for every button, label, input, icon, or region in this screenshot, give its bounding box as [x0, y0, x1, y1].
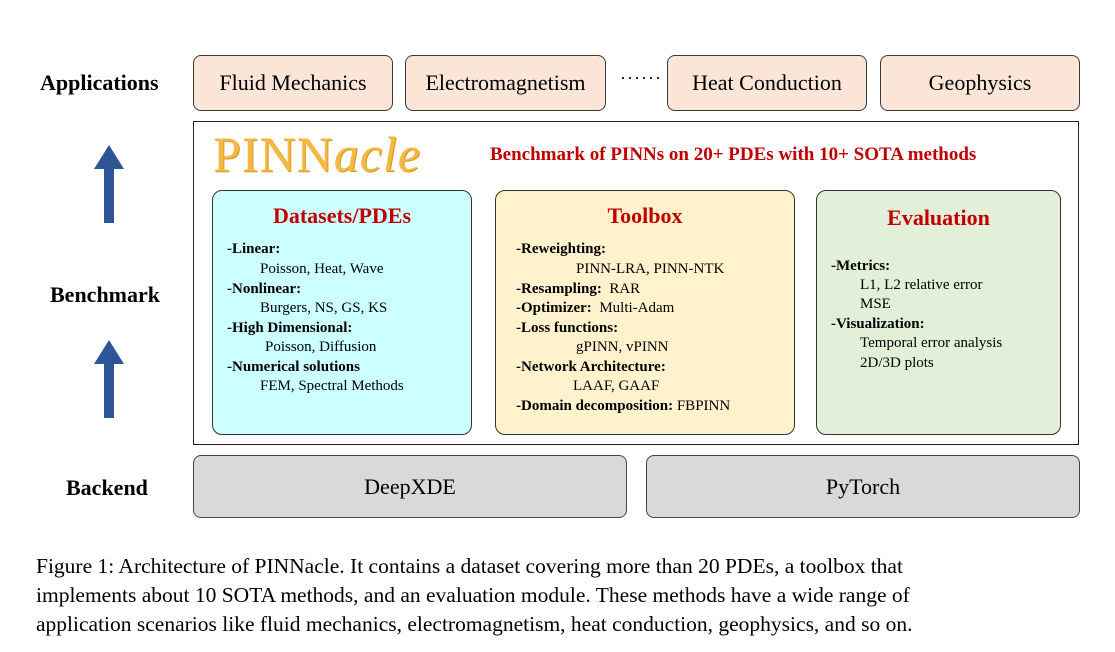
evaluation-metrics-heading: -Metrics: [831, 258, 891, 274]
toolbox-loss: gPINN, vPINN [576, 339, 669, 355]
toolbox-reweighting: PINN-LRA, PINN-NTK [576, 261, 725, 277]
up-arrow-icon [92, 145, 126, 225]
evaluation-metric-1: L1, L2 relative error [860, 277, 983, 293]
datasets-nonlinear-heading: -Nonlinear: [227, 281, 302, 297]
application-geophysics: Geophysics [880, 55, 1080, 111]
caption-line: Figure 1: Architecture of PINNacle. It contains a dataset covering more than 20 PDEs, a toolbox that [36, 554, 903, 578]
backend-deepxde: DeepXDE [193, 455, 627, 518]
backend-pytorch: PyTorch [646, 455, 1080, 518]
application-electromagnetism: Electromagnetism [405, 55, 606, 111]
evaluation-visualization-heading: -Visualization: [831, 316, 925, 332]
datasets-nonlinear: Burgers, NS, GS, KS [260, 300, 388, 316]
toolbox-reweighting-heading: -Reweighting: [516, 241, 606, 257]
toolbox-title: Toolbox [607, 203, 683, 228]
evaluation-vis-1: Temporal error analysis [860, 335, 1003, 351]
row-label-benchmark: Benchmark [50, 282, 160, 307]
datasets-highdim: Poisson, Diffusion [265, 339, 377, 355]
row-label-backend: Backend [66, 475, 148, 500]
datasets-panel [212, 190, 472, 435]
pinnacle-logo: PINNacle [213, 126, 421, 182]
ellipsis: ······ [620, 68, 662, 88]
toolbox-network-heading: -Network Architecture: [516, 359, 666, 375]
datasets-numerical-heading: -Numerical solutions [227, 359, 360, 375]
toolbox-loss-heading: -Loss functions: [516, 320, 619, 336]
datasets-highdim-heading: -High Dimensional: [227, 320, 353, 336]
evaluation-title: Evaluation [887, 205, 990, 230]
evaluation-vis-2: 2D/3D plots [860, 355, 934, 371]
datasets-title: Datasets/PDEs [272, 203, 412, 228]
evaluation-metric-2: MSE [860, 296, 891, 312]
benchmark-tagline: Benchmark of PINNs on 20+ PDEs with 10+ SOTA methods [490, 144, 977, 165]
row-label-applications: Applications [40, 70, 159, 95]
datasets-linear-heading: -Linear: [227, 241, 281, 257]
application-fluid-mechanics: Fluid Mechanics [193, 55, 393, 111]
application-heat-conduction: Heat Conduction [667, 55, 867, 111]
caption-line: implements about 10 SOTA methods, and an evaluation module. These methods have a wide range of [36, 583, 910, 607]
evaluation-panel [816, 190, 1061, 435]
datasets-numerical: FEM, Spectral Methods [260, 378, 404, 394]
toolbox-network: LAAF, GAAF [573, 378, 660, 394]
figure-caption [36, 552, 1096, 639]
toolbox-panel [495, 190, 795, 435]
toolbox-domain: -Domain decomposition: FBPINN [516, 398, 731, 414]
toolbox-optimizer: -Optimizer: Multi-Adam [516, 300, 675, 316]
up-arrow-icon [92, 340, 126, 420]
datasets-linear: Poisson, Heat, Wave [260, 261, 384, 277]
toolbox-resampling: -Resampling: RAR [516, 281, 641, 297]
caption-line: application scenarios like fluid mechanics, electromagnetism, heat conduction, geophysics, and so on. [36, 612, 913, 636]
